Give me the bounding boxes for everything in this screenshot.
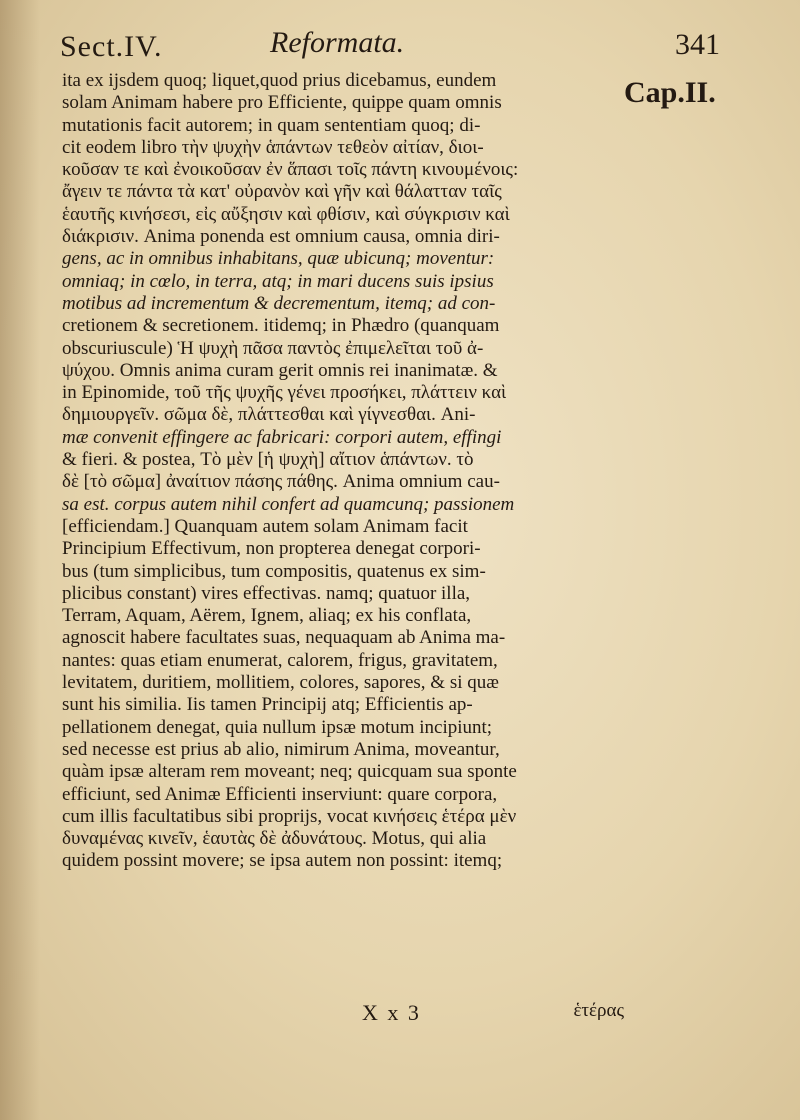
text-line: [efficiendam.] Quanquam autem solam Animam facit — [62, 515, 468, 537]
catchword: ἑτέρας — [573, 1000, 624, 1021]
text-line: & fieri. & postea, Τὸ μὲν [ἡ ψυχὴ] αἴτιον ἁπάντων. τὸ — [62, 449, 474, 471]
text-line: gens, ac in omnibus inhabitans, quæ ubicunq; moventur: — [62, 248, 495, 270]
text-line: cum illis facultatibus sibi proprijs, vocat κινήσεις ἑτέρα μὲν — [62, 805, 517, 827]
page-gutter-shadow — [0, 0, 40, 1120]
text-line: agnoscit habere facultates suas, nequaquam ab Anima ma- — [62, 627, 506, 649]
text-line: ἄγειν τε πάντα τὰ κατ' οὐρανὸν καὶ γῆν καὶ θάλατταν ταῖς — [62, 181, 502, 203]
text-line: sed necesse est prius ab alio, nimirum Anima, moveantur, — [62, 738, 500, 760]
text-line: διάκρισιν. Anima ponenda est omnium causa, omnia diri- — [62, 226, 500, 248]
text-line: motibus ad incrementum & decrementum, itemq; ad con- — [62, 292, 496, 314]
text-line: δημιουργεῖν. σῶμα δὲ, πλάττεσθαι καὶ γίγνεσθαι. Ani- — [62, 404, 476, 426]
text-line: ita ex ijsdem quoq; liquet,quod prius dicebamus, eundem — [62, 70, 497, 91]
text-line: quàm ipsæ alteram rem moveant; neq; quicquam sua sponte — [62, 761, 517, 783]
running-header — [60, 26, 720, 70]
section-label: Sect.IV. — [60, 30, 163, 63]
text-line: nantes: quas etiam enumerat, calorem, frigus, gravitatem, — [62, 649, 498, 671]
page-number: 341 — [675, 28, 720, 61]
text-line: Terram, Aquam, Aërem, Ignem, aliaq; ex his conflata, — [62, 605, 472, 627]
text-line: pellationem denegat, quia nullum ipsæ motum incipiunt; — [62, 716, 493, 738]
text-line: plicibus constant) vires effectivas. namq; quatuor illa, — [62, 582, 471, 604]
text-line: δυναμένας κινεῖν, ἑαυτὰς δὲ ἀδυνάτους. Motus, qui alia — [62, 828, 487, 850]
text-line: quidem possint movere; se ipsa autem non possint: itemq; — [62, 850, 503, 872]
text-line: ἑαυτῆς κινήσεσι, εἰς αὔξησιν καὶ φθίσιν, καὶ σύγκρισιν καὶ — [62, 203, 510, 225]
margin-chapter-note: Cap.II. — [624, 76, 716, 109]
text-line: mæ convenit effingere ac fabricari: corpori autem, effingi — [62, 426, 502, 448]
text-line: Principium Effectivum, non propterea denegat corpori- — [62, 538, 481, 560]
text-line: cit eodem libro τὴν ψυχὴν ἁπάντων τεθεὸν αἰτίαν, διοι- — [62, 136, 484, 158]
text-line: obscuriuscule) Ἡ ψυχὴ πᾶσα παντὸς ἐπιμελεῖται τοῦ ἀ- — [62, 337, 484, 359]
text-line: in Epinomide, τοῦ τῆς ψυχῆς γένει προσήκει, πλάττειν καὶ — [62, 382, 507, 404]
text-line: levitatem, duritiem, mollitiem, colores, sapores, & si quæ — [62, 672, 499, 694]
text-line: bus (tum simplicibus, tum compositis, quatenus ex sim- — [62, 560, 486, 582]
text-line: δὲ [τὸ σῶμα] ἀναίτιον πάσης πάθης. Anima omnium cau- — [62, 471, 500, 493]
text-line: sa est. corpus autem nihil confert ad quamcunq; passionem — [62, 493, 515, 515]
text-line: efficiunt, sed Animæ Efficienti inserviunt: quare corpora, — [62, 783, 498, 805]
text-line: cretionem & secretionem. itidemq; in Phædro (quanquam — [62, 315, 500, 337]
text-line: sunt his similia. Iis tamen Principij atq; Efficientis ap- — [62, 694, 473, 716]
text-line: mutationis facit autorem; in quam sententiam quoq; di- — [62, 114, 481, 136]
text-line: ψύχου. Omnis anima curam gerit omnis rei inanimatæ. & — [62, 359, 498, 381]
body-text — [62, 70, 624, 873]
running-title: Reformata. — [270, 26, 405, 59]
text-line: omniaq; in cœlo, in terra, atq; in mari ducens suis ipsius — [62, 270, 494, 292]
page-footer — [62, 1000, 624, 1030]
signature-mark: X x 3 — [362, 1000, 421, 1025]
text-line: solam Animam habere pro Efficiente, quippe quam omnis — [62, 92, 502, 114]
text-line: κοῦσαν τε καὶ ἐνοικοῦσαν ἐν ἅπασι τοῖς πάντη κινουμένοις: — [62, 159, 519, 181]
